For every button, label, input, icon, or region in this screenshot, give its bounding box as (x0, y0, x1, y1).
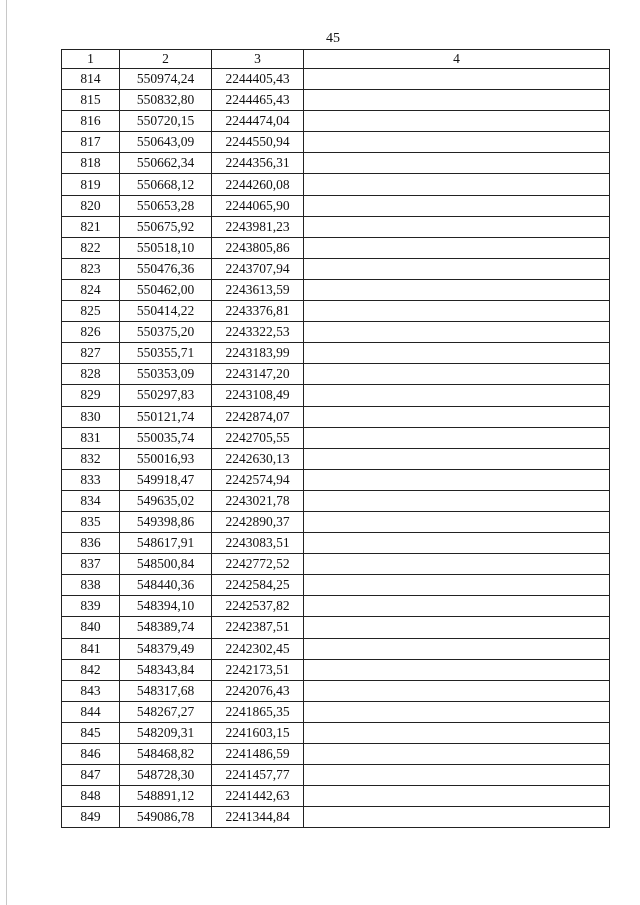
point-number-cell: 835 (62, 511, 120, 532)
x-coordinate-cell: 550476,36 (120, 258, 212, 279)
y-coordinate-cell: 2242387,51 (212, 617, 304, 638)
note-cell (304, 153, 610, 174)
point-number-cell: 819 (62, 174, 120, 195)
column-header-2: 2 (120, 50, 212, 69)
table-header-row (62, 50, 610, 69)
scan-edge-line (6, 0, 7, 905)
table-row (62, 722, 610, 743)
y-coordinate-cell: 2244065,90 (212, 195, 304, 216)
x-coordinate-cell: 549635,02 (120, 490, 212, 511)
x-coordinate-cell: 548728,30 (120, 765, 212, 786)
x-coordinate-cell: 548267,27 (120, 701, 212, 722)
table-body (62, 69, 610, 828)
y-coordinate-cell: 2242705,55 (212, 427, 304, 448)
table-row (62, 638, 610, 659)
x-coordinate-cell: 550653,28 (120, 195, 212, 216)
x-coordinate-cell: 550675,92 (120, 216, 212, 237)
column-header-4: 4 (304, 50, 610, 69)
table-row (62, 617, 610, 638)
y-coordinate-cell: 2243108,49 (212, 385, 304, 406)
x-coordinate-cell: 550355,71 (120, 343, 212, 364)
y-coordinate-cell: 2244550,94 (212, 132, 304, 153)
table-row (62, 90, 610, 111)
table-row (62, 701, 610, 722)
point-number-cell: 837 (62, 554, 120, 575)
x-coordinate-cell: 549398,86 (120, 511, 212, 532)
point-number-cell: 844 (62, 701, 120, 722)
note-cell (304, 490, 610, 511)
y-coordinate-cell: 2243981,23 (212, 216, 304, 237)
point-number-cell: 846 (62, 744, 120, 765)
coordinates-table (61, 49, 610, 828)
note-cell (304, 744, 610, 765)
note-cell (304, 406, 610, 427)
y-coordinate-cell: 2242630,13 (212, 448, 304, 469)
point-number-cell: 841 (62, 638, 120, 659)
table-row (62, 680, 610, 701)
point-number-cell: 840 (62, 617, 120, 638)
note-cell (304, 765, 610, 786)
point-number-cell: 833 (62, 469, 120, 490)
table-row (62, 533, 610, 554)
point-number-cell: 831 (62, 427, 120, 448)
table-row (62, 427, 610, 448)
point-number-cell: 843 (62, 680, 120, 701)
point-number-cell: 814 (62, 69, 120, 90)
y-coordinate-cell: 2242537,82 (212, 596, 304, 617)
note-cell (304, 90, 610, 111)
y-coordinate-cell: 2243322,53 (212, 322, 304, 343)
note-cell (304, 174, 610, 195)
note-cell (304, 364, 610, 385)
x-coordinate-cell: 550668,12 (120, 174, 212, 195)
note-cell (304, 216, 610, 237)
y-coordinate-cell: 2242772,52 (212, 554, 304, 575)
x-coordinate-cell: 550375,20 (120, 322, 212, 343)
table-row (62, 596, 610, 617)
x-coordinate-cell: 550462,00 (120, 279, 212, 300)
note-cell (304, 279, 610, 300)
page-number: 45 (326, 31, 340, 46)
point-number-cell: 845 (62, 722, 120, 743)
note-cell (304, 722, 610, 743)
table-row (62, 385, 610, 406)
column-header-3: 3 (212, 50, 304, 69)
note-cell (304, 195, 610, 216)
table-row (62, 174, 610, 195)
x-coordinate-cell: 550353,09 (120, 364, 212, 385)
point-number-cell: 816 (62, 111, 120, 132)
y-coordinate-cell: 2242302,45 (212, 638, 304, 659)
table-row (62, 659, 610, 680)
note-cell (304, 511, 610, 532)
table-row (62, 765, 610, 786)
note-cell (304, 301, 610, 322)
table-row (62, 575, 610, 596)
point-number-cell: 828 (62, 364, 120, 385)
table-row (62, 807, 610, 828)
point-number-cell: 817 (62, 132, 120, 153)
point-number-cell: 832 (62, 448, 120, 469)
y-coordinate-cell: 2242076,43 (212, 680, 304, 701)
table-row (62, 237, 610, 258)
x-coordinate-cell: 550518,10 (120, 237, 212, 258)
x-coordinate-cell: 550297,83 (120, 385, 212, 406)
x-coordinate-cell: 548389,74 (120, 617, 212, 638)
y-coordinate-cell: 2241486,59 (212, 744, 304, 765)
point-number-cell: 849 (62, 807, 120, 828)
table-row (62, 132, 610, 153)
point-number-cell: 834 (62, 490, 120, 511)
table-row (62, 469, 610, 490)
note-cell (304, 596, 610, 617)
table-row (62, 490, 610, 511)
y-coordinate-cell: 2241457,77 (212, 765, 304, 786)
x-coordinate-cell: 550720,15 (120, 111, 212, 132)
x-coordinate-cell: 548394,10 (120, 596, 212, 617)
x-coordinate-cell: 548468,82 (120, 744, 212, 765)
note-cell (304, 554, 610, 575)
point-number-cell: 829 (62, 385, 120, 406)
x-coordinate-cell: 550974,24 (120, 69, 212, 90)
table-row (62, 301, 610, 322)
column-header-1: 1 (62, 50, 120, 69)
table-row (62, 343, 610, 364)
x-coordinate-cell: 548317,68 (120, 680, 212, 701)
y-coordinate-cell: 2242584,25 (212, 575, 304, 596)
y-coordinate-cell: 2241344,84 (212, 807, 304, 828)
point-number-cell: 826 (62, 322, 120, 343)
x-coordinate-cell: 548440,36 (120, 575, 212, 596)
note-cell (304, 448, 610, 469)
note-cell (304, 680, 610, 701)
point-number-cell: 848 (62, 786, 120, 807)
y-coordinate-cell: 2243183,99 (212, 343, 304, 364)
note-cell (304, 343, 610, 364)
y-coordinate-cell: 2244465,43 (212, 90, 304, 111)
note-cell (304, 807, 610, 828)
table-row (62, 744, 610, 765)
y-coordinate-cell: 2241603,15 (212, 722, 304, 743)
table-row (62, 364, 610, 385)
note-cell (304, 533, 610, 554)
table-row (62, 69, 610, 90)
point-number-cell: 824 (62, 279, 120, 300)
y-coordinate-cell: 2243083,51 (212, 533, 304, 554)
x-coordinate-cell: 550643,09 (120, 132, 212, 153)
point-number-cell: 839 (62, 596, 120, 617)
point-number-cell: 823 (62, 258, 120, 279)
x-coordinate-cell: 548379,49 (120, 638, 212, 659)
note-cell (304, 575, 610, 596)
note-cell (304, 237, 610, 258)
point-number-cell: 847 (62, 765, 120, 786)
note-cell (304, 427, 610, 448)
table-row (62, 554, 610, 575)
point-number-cell: 822 (62, 237, 120, 258)
x-coordinate-cell: 548891,12 (120, 786, 212, 807)
y-coordinate-cell: 2243021,78 (212, 490, 304, 511)
table-row (62, 786, 610, 807)
note-cell (304, 132, 610, 153)
table-row (62, 511, 610, 532)
note-cell (304, 638, 610, 659)
note-cell (304, 659, 610, 680)
note-cell (304, 701, 610, 722)
y-coordinate-cell: 2242173,51 (212, 659, 304, 680)
note-cell (304, 322, 610, 343)
y-coordinate-cell: 2244405,43 (212, 69, 304, 90)
y-coordinate-cell: 2244356,31 (212, 153, 304, 174)
y-coordinate-cell: 2242890,37 (212, 511, 304, 532)
table-row (62, 258, 610, 279)
note-cell (304, 69, 610, 90)
table-row (62, 322, 610, 343)
point-number-cell: 842 (62, 659, 120, 680)
x-coordinate-cell: 548343,84 (120, 659, 212, 680)
x-coordinate-cell: 550016,93 (120, 448, 212, 469)
point-number-cell: 818 (62, 153, 120, 174)
point-number-cell: 821 (62, 216, 120, 237)
x-coordinate-cell: 549918,47 (120, 469, 212, 490)
point-number-cell: 830 (62, 406, 120, 427)
y-coordinate-cell: 2243707,94 (212, 258, 304, 279)
note-cell (304, 469, 610, 490)
note-cell (304, 617, 610, 638)
x-coordinate-cell: 550121,74 (120, 406, 212, 427)
x-coordinate-cell: 550414,22 (120, 301, 212, 322)
y-coordinate-cell: 2244260,08 (212, 174, 304, 195)
y-coordinate-cell: 2241865,35 (212, 701, 304, 722)
y-coordinate-cell: 2243147,20 (212, 364, 304, 385)
table-row (62, 279, 610, 300)
note-cell (304, 385, 610, 406)
note-cell (304, 111, 610, 132)
table-row (62, 195, 610, 216)
point-number-cell: 820 (62, 195, 120, 216)
table-row (62, 111, 610, 132)
point-number-cell: 836 (62, 533, 120, 554)
table-row (62, 153, 610, 174)
note-cell (304, 258, 610, 279)
table-row (62, 216, 610, 237)
x-coordinate-cell: 548209,31 (120, 722, 212, 743)
x-coordinate-cell: 548617,91 (120, 533, 212, 554)
y-coordinate-cell: 2243376,81 (212, 301, 304, 322)
point-number-cell: 827 (62, 343, 120, 364)
x-coordinate-cell: 550035,74 (120, 427, 212, 448)
note-cell (304, 786, 610, 807)
x-coordinate-cell: 550662,34 (120, 153, 212, 174)
table-row (62, 406, 610, 427)
x-coordinate-cell: 548500,84 (120, 554, 212, 575)
x-coordinate-cell: 549086,78 (120, 807, 212, 828)
y-coordinate-cell: 2242574,94 (212, 469, 304, 490)
y-coordinate-cell: 2243805,86 (212, 237, 304, 258)
point-number-cell: 815 (62, 90, 120, 111)
y-coordinate-cell: 2244474,04 (212, 111, 304, 132)
table-row (62, 448, 610, 469)
point-number-cell: 825 (62, 301, 120, 322)
y-coordinate-cell: 2242874,07 (212, 406, 304, 427)
y-coordinate-cell: 2241442,63 (212, 786, 304, 807)
point-number-cell: 838 (62, 575, 120, 596)
y-coordinate-cell: 2243613,59 (212, 279, 304, 300)
x-coordinate-cell: 550832,80 (120, 90, 212, 111)
